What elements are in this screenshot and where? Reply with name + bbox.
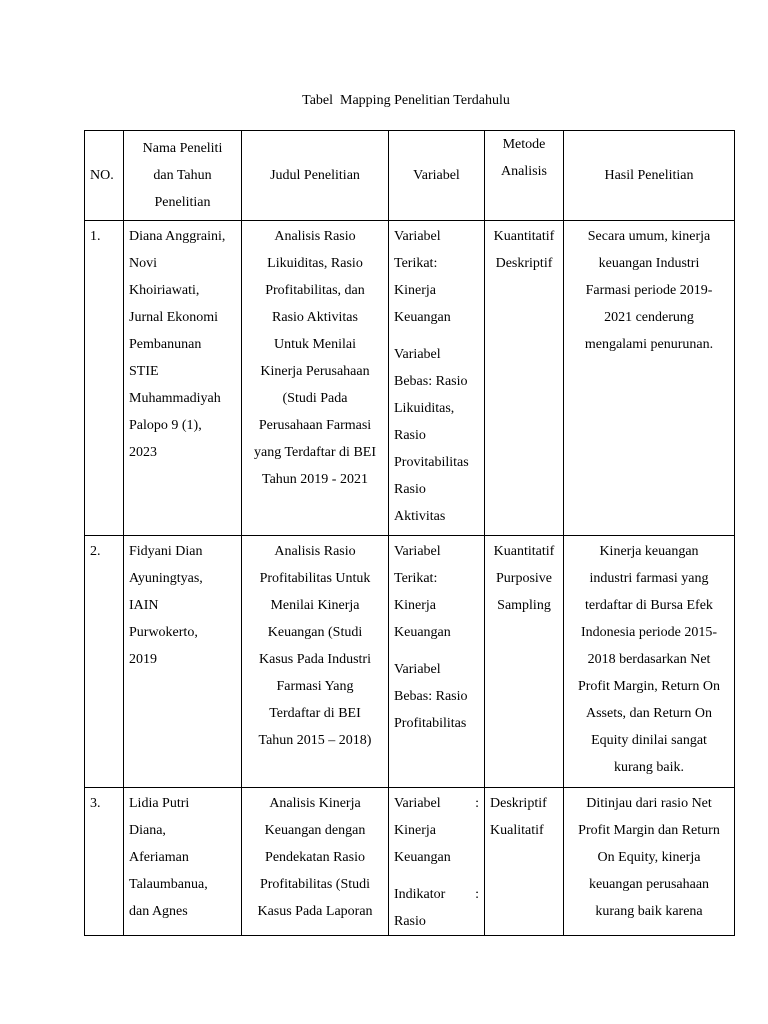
text-line: Terdaftar di BEI xyxy=(269,706,361,721)
text-line: Khoiriawati, xyxy=(129,283,200,298)
text-line: Farmasi Yang xyxy=(276,679,354,694)
text-line: kurang baik. xyxy=(614,760,684,775)
text-line: Muhammadiyah xyxy=(129,391,221,406)
variabel-bebas xyxy=(394,341,479,530)
text-line: 2021 cenderung xyxy=(604,310,694,325)
text-line: Kasus Pada Laporan xyxy=(257,904,373,919)
text-line: Profitabilitas (Studi xyxy=(259,877,371,892)
cell-nama xyxy=(124,221,242,536)
text-line: Diana, xyxy=(129,823,166,838)
cell-nama xyxy=(124,536,242,788)
text-line: Kinerja xyxy=(394,283,436,298)
text-line: Menilai Kinerja xyxy=(270,598,360,613)
text-line: Aferiaman xyxy=(129,850,189,865)
cell-hasil xyxy=(564,536,735,788)
cell-judul xyxy=(242,221,389,536)
text-line: Jurnal Ekonomi xyxy=(129,310,219,325)
text-line: Bebas: Rasio xyxy=(394,374,468,389)
text-line: Palopo 9 (1), xyxy=(129,418,202,433)
variabel-terikat xyxy=(394,223,479,331)
text-line: Terikat: xyxy=(394,571,438,586)
text-line: Deskriptif xyxy=(490,796,547,811)
header-no: NO. xyxy=(85,131,124,221)
text-line: Keuangan xyxy=(394,310,451,325)
text-line: Ditinjau dari rasio Net xyxy=(586,796,712,811)
text-line: On Equity, kinerja xyxy=(597,850,701,865)
text-line xyxy=(394,881,479,908)
text-line: Rasio xyxy=(394,428,426,443)
text-line: STIE xyxy=(129,364,159,379)
variabel-label: Variabel xyxy=(394,796,441,811)
text-line: Fidyani Dian xyxy=(129,544,203,559)
text-line: Secara umum, kinerja xyxy=(587,229,711,244)
header-nama-line: dan Tahun xyxy=(153,168,212,183)
cell-metode xyxy=(485,536,564,788)
text-line: terdaftar di Bursa Efek xyxy=(585,598,713,613)
cell-variabel xyxy=(389,788,485,936)
text-line: Profitabilitas, dan xyxy=(265,283,365,298)
indikator-label: Indikator xyxy=(394,887,446,902)
indikator xyxy=(394,881,479,935)
text-line: keuangan perusahaan xyxy=(588,877,710,892)
text-line: Assets, dan Return On xyxy=(586,706,712,721)
text-line: Tahun 2019 - 2021 xyxy=(262,472,368,487)
text-line: Likuiditas, xyxy=(394,401,455,416)
text-line: Keuangan xyxy=(394,850,451,865)
text-line: 2023 xyxy=(129,445,157,460)
text-line: Analisis Kinerja xyxy=(269,796,361,811)
header-row xyxy=(85,131,735,221)
text-line: kurang baik karena xyxy=(595,904,703,919)
header-metode-line: Metode xyxy=(502,137,546,152)
cell-metode xyxy=(485,788,564,936)
table-row xyxy=(85,536,735,788)
text-line: Ayuningtyas, xyxy=(129,571,203,586)
text-line: Kuantitatif xyxy=(493,544,555,559)
text-line: Pembanunan xyxy=(129,337,202,352)
text-line: Kuantitatif xyxy=(493,229,555,244)
colon: : xyxy=(475,796,479,811)
colon: : xyxy=(475,887,479,902)
text-line: Provitabilitas xyxy=(394,455,469,470)
header-metode-line: Analisis xyxy=(501,164,547,179)
text-line: keuangan Industri xyxy=(598,256,700,271)
text-line: 2019 xyxy=(129,652,157,667)
text-line: Keuangan (Studi xyxy=(267,625,363,640)
text-line: industri farmasi yang xyxy=(589,571,709,586)
cell-judul xyxy=(242,536,389,788)
text-line xyxy=(394,790,479,817)
text-line: Purwokerto, xyxy=(129,625,198,640)
header-nama-line: Penelitian xyxy=(154,195,211,210)
header-variabel: Variabel xyxy=(389,131,485,221)
cell-metode xyxy=(485,221,564,536)
text-line: Untuk Menilai xyxy=(273,337,357,352)
text-line: dan Agnes xyxy=(129,904,188,919)
header-judul: Judul Penelitian xyxy=(242,131,389,221)
table-row xyxy=(85,788,735,936)
text-line: Likuiditas, Rasio xyxy=(267,256,363,271)
text-line: Indonesia periode 2015- xyxy=(580,625,718,640)
text-line: IAIN xyxy=(129,598,159,613)
variabel-terikat xyxy=(394,538,479,646)
text-line: Farmasi periode 2019- xyxy=(585,283,713,298)
cell-variabel xyxy=(389,536,485,788)
text-line: Keuangan xyxy=(394,625,451,640)
text-line: Rasio xyxy=(394,914,426,929)
text-line: Keuangan dengan xyxy=(264,823,366,838)
cell-hasil xyxy=(564,221,735,536)
research-mapping-table xyxy=(84,130,735,936)
text-line: Analisis Rasio xyxy=(274,544,356,559)
cell-no: 1. xyxy=(85,221,124,536)
text-line: Variabel xyxy=(394,544,441,559)
cell-judul xyxy=(242,788,389,936)
text-line: Profitabilitas Untuk xyxy=(259,571,371,586)
text-line: (Studi Pada xyxy=(282,391,348,406)
cell-nama xyxy=(124,788,242,936)
cell-no: 3. xyxy=(85,788,124,936)
text-line: 2018 berdasarkan Net xyxy=(587,652,711,667)
text-line: Equity dinilai sangat xyxy=(591,733,707,748)
text-line: Talaumbanua, xyxy=(129,877,208,892)
text-line: Profit Margin dan Return xyxy=(578,823,720,838)
text-line: Deskriptif xyxy=(495,256,553,271)
text-line: Novi xyxy=(129,256,157,271)
text-line: Lidia Putri xyxy=(129,796,190,811)
cell-variabel xyxy=(389,221,485,536)
text-line: Kinerja Perusahaan xyxy=(260,364,370,379)
text-line: Kinerja xyxy=(394,823,436,838)
text-line: Kinerja keuangan xyxy=(599,544,699,559)
text-line: Kasus Pada Industri xyxy=(259,652,371,667)
header-metode xyxy=(485,131,564,221)
text-line: Terikat: xyxy=(394,256,438,271)
text-line: Purposive xyxy=(496,571,552,586)
text-line: Kinerja xyxy=(394,598,436,613)
text-line: Perusahaan Farmasi xyxy=(258,418,372,433)
text-line: Tahun 2015 – 2018) xyxy=(258,733,372,748)
text-line: mengalami penurunan. xyxy=(584,337,714,352)
table-row xyxy=(85,221,735,536)
text-line: Bebas: Rasio xyxy=(394,689,468,704)
text-line: Pendekatan Rasio xyxy=(265,850,365,865)
header-nama-line: Nama Peneliti xyxy=(142,141,223,156)
text-line: Rasio xyxy=(394,482,426,497)
text-line: Profitabilitas xyxy=(394,716,467,731)
text-line: Diana Anggraini, xyxy=(129,229,226,244)
variabel-bebas xyxy=(394,656,479,737)
text-line: yang Terdaftar di BEI xyxy=(254,445,376,460)
text-line: Variabel xyxy=(394,347,441,362)
table-title: Tabel Mapping Penelitian Terdahulu xyxy=(302,93,510,108)
header-nama xyxy=(124,131,242,221)
text-line: Analisis Rasio xyxy=(274,229,356,244)
cell-hasil xyxy=(564,788,735,936)
text-line: Kualitatif xyxy=(490,823,544,838)
text-line: Rasio Aktivitas xyxy=(272,310,358,325)
cell-no: 2. xyxy=(85,536,124,788)
text-line: Profit Margin, Return On xyxy=(577,679,721,694)
text-line: Aktivitas xyxy=(394,509,446,524)
text-line: Variabel xyxy=(394,662,441,677)
text-line: Sampling xyxy=(497,598,551,613)
variabel-terikat xyxy=(394,790,479,871)
header-hasil: Hasil Penelitian xyxy=(564,131,735,221)
text-line: Variabel xyxy=(394,229,441,244)
